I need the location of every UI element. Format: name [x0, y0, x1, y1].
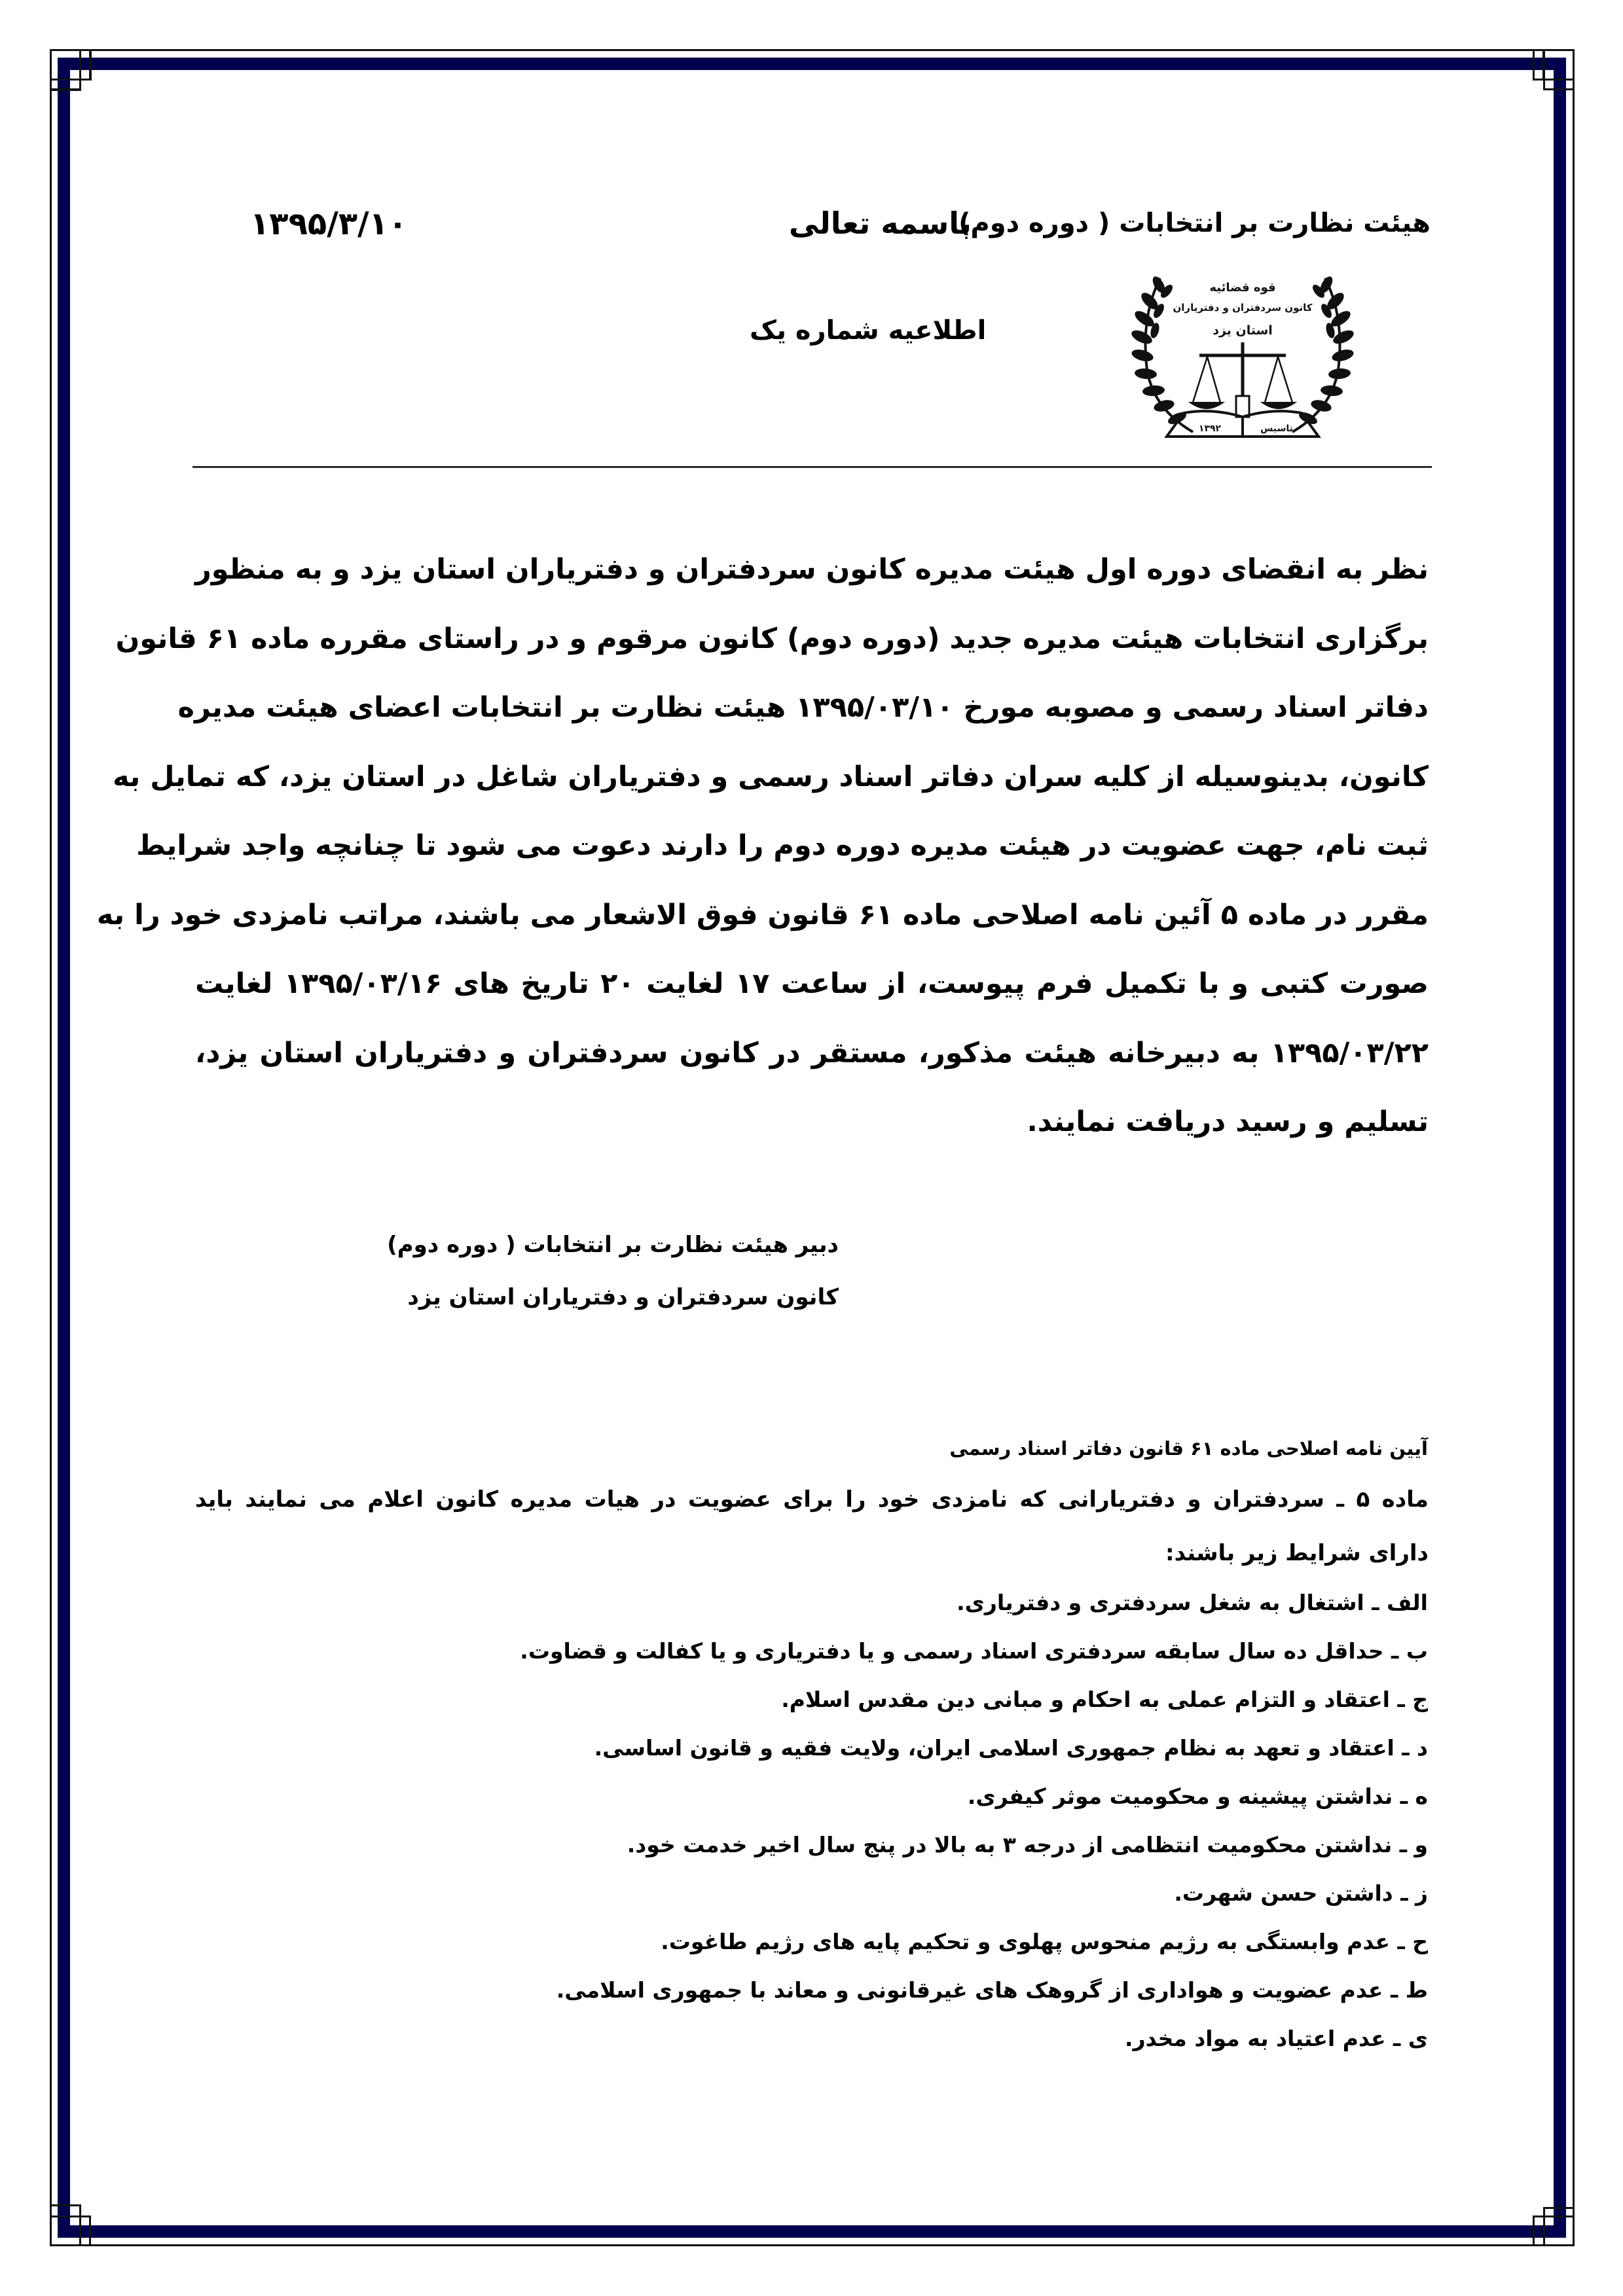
- signature-role: دبیر هیئت نظارت بر انتخابات ( دوره دوم): [387, 1232, 839, 1258]
- article-line: ماده ۵ ـ سردفتران و دفتریارانی که نامزدی خود را برای عضویت در هیات مدیره کانون اعلام می نمایند باید: [195, 1486, 1429, 1513]
- notice-title: اطلاعیه شماره یک: [750, 315, 987, 346]
- eligibility-conditions-list: [194, 1579, 1428, 2063]
- condition-item: ز ـ داشتن حسن شهرت.: [1174, 1880, 1428, 1906]
- condition-item: ب ـ حداقل ده سال سابقه سردفتری اسناد رسمی و یا دفتریاری و یا کفالت و قضاوت.: [520, 1638, 1428, 1664]
- body-line: کانون، بدینوسیله از کلیه سران دفاتر اسناد رسمی و دفتریاران شاغل در استان یزد، که تمایل به: [113, 760, 1429, 793]
- logo-province-text: استان یزد: [1213, 323, 1273, 338]
- document-date: ۱۳۹۵/۳/۱۰: [250, 206, 408, 242]
- logo-founded-label: تاسیس: [1260, 423, 1293, 434]
- condition-item: ج ـ اعتقاد و التزام عملی به احکام و مبانی دین مقدس اسلام.: [781, 1687, 1428, 1712]
- body-line: ثبت نام، جهت عضویت در هیئت مدیره دوره دوم را دارند دعوت می شود تا چنانچه واجد شرایط: [136, 829, 1429, 862]
- body-line: نظر به انقضای دوره اول هیئت مدیره کانون سردفتران و دفتریاران استان یزد و به منظور: [194, 553, 1429, 586]
- condition-item: الف ـ اشتغال به شغل سردفتری و دفتریاری.: [957, 1590, 1428, 1615]
- header-divider: [192, 466, 1432, 468]
- body-line: صورت کتبی و با تکمیل فرم پیوست، از ساعت ۱۷ لغایت ۲۰ تاریخ های ۱۳۹۵/۰۳/۱۶ لغایت: [195, 967, 1429, 1000]
- regulation-title: آیین نامه اصلاحی ماده ۶۱ قانون دفاتر اسناد رسمی: [949, 1437, 1428, 1460]
- signature-block: [387, 1219, 839, 1323]
- laurel-left-icon: [1129, 274, 1193, 432]
- body-line: برگزاری انتخابات هیئت مدیره جدید (دوره دوم) کانون مرقوم و در راستای مقرره ماده ۶۱ قانون: [115, 622, 1429, 655]
- condition-item: د ـ اعتقاد و تعهد به نظام جمهوری اسلامی ایران، ولایت فقیه و قانون اساسی.: [594, 1735, 1428, 1761]
- scales-of-justice-icon: [1121, 265, 1364, 447]
- organization-logo: [1121, 265, 1364, 447]
- condition-item: ح ـ عدم وابستگی به رژیم منحوس پهلوی و تحکیم پایه های رژیم طاغوت.: [661, 1929, 1428, 1954]
- logo-founded-year: ۱۳۹۲: [1198, 423, 1222, 434]
- body-line: دفاتر اسناد رسمی و مصوبه مورخ ۱۳۹۵/۰۳/۱۰ هیئت نظارت بر انتخابات اعضای هیئت مدیره: [177, 691, 1429, 724]
- invocation-heading: باسمه تعالی: [789, 206, 972, 241]
- issuer-title: هیئت نظارت بر انتخابات ( دوره دوم): [958, 208, 1431, 238]
- laurel-right-icon: [1292, 274, 1356, 432]
- condition-item: ط ـ عدم عضویت و هواداری از گروهک های غیرقانونی و معاند با جمهوری اسلامی.: [556, 1977, 1428, 2003]
- announcement-body: [96, 535, 1429, 1157]
- body-line: مقرر در ماده ۵ آئین نامه اصلاحی ماده ۶۱ قانون فوق الاشعار می باشند، مراتب نامزدی خود را به: [96, 898, 1429, 931]
- signature-organization: کانون سردفتران و دفتریاران استان یزد: [407, 1284, 839, 1310]
- article-line: دارای شرایط زیر باشند:: [1165, 1540, 1429, 1566]
- scales-icon: [1190, 342, 1295, 417]
- logo-arc-text: کانون سردفتران و دفتریاران: [1173, 302, 1313, 314]
- article-5-text: [195, 1473, 1429, 1580]
- body-line: تسلیم و رسید دریافت نمایند.: [1027, 1105, 1429, 1138]
- condition-item: ی ـ عدم اعتیاد به مواد مخدر.: [1125, 2026, 1428, 2051]
- condition-item: ه ـ نداشتن پیشینه و محکومیت موثر کیفری.: [967, 1784, 1428, 1809]
- body-line: ۱۳۹۵/۰۳/۲۲ به دبیرخانه هیئت مذکور، مستقر در کانون سردفتران و دفتریاران استان یزد،: [195, 1036, 1429, 1069]
- logo-top-text: قوه قضائیه: [1209, 281, 1276, 295]
- condition-item: و ـ نداشتن محکومیت انتظامی از درجه ۳ به بالا در پنج سال اخیر خدمت خود.: [627, 1832, 1428, 1857]
